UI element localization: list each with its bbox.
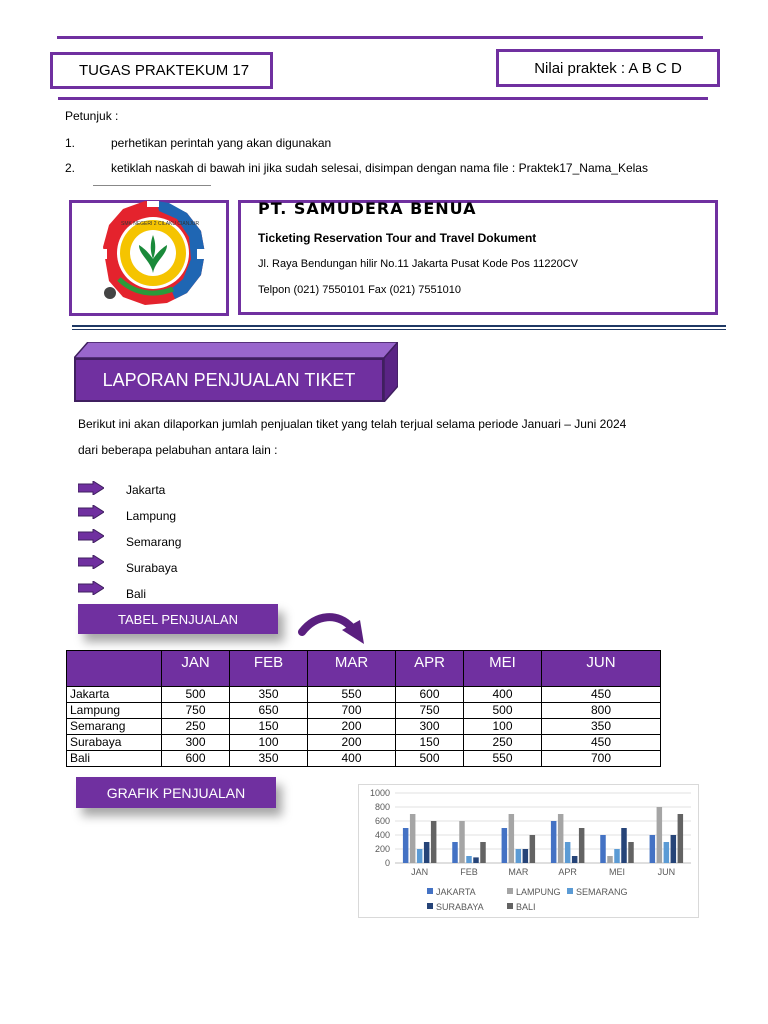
row-label: Lampung (67, 703, 162, 719)
report-banner (74, 342, 398, 402)
row-label: Jakarta (67, 687, 162, 703)
table-cell: 700 (542, 751, 661, 767)
bar (671, 835, 677, 863)
curved-arrow-icon (298, 610, 368, 650)
bar (628, 842, 634, 863)
step-text: perhetikan perintah yang akan digunakan (111, 136, 332, 150)
column-header: APR (396, 651, 464, 687)
table-row (67, 719, 661, 735)
legend-swatch (427, 888, 433, 894)
bar (410, 814, 416, 863)
table-cell: 500 (396, 751, 464, 767)
bar (579, 828, 585, 863)
banner-title: LAPORAN PENJUALAN TIKET (74, 358, 384, 402)
bar (502, 828, 508, 863)
legend-label: JAKARTA (436, 887, 476, 897)
legend-swatch (567, 888, 573, 894)
x-tick-label: MAR (508, 867, 529, 877)
bar (607, 856, 613, 863)
table-cell: 600 (396, 687, 464, 703)
letterhead-double-rule (72, 325, 726, 330)
company-phone: Telpon (021) 7550101 Fax (021) 7551010 (258, 284, 462, 296)
grade-label: Nilai praktek : A B C D (496, 49, 720, 87)
x-tick-label: JUN (657, 867, 676, 877)
bar (650, 835, 656, 863)
company-subtitle: Ticketing Reservation Tour and Travel Dokument (258, 231, 537, 245)
table-cell: 100 (464, 719, 542, 735)
table-corner-cell (67, 651, 162, 687)
y-tick-label: 1000 (369, 788, 390, 798)
column-header: FEB (230, 651, 308, 687)
bar (473, 857, 479, 863)
bar (572, 856, 578, 863)
column-header: MAR (308, 651, 396, 687)
table-row (67, 751, 661, 767)
sales-table (66, 650, 661, 767)
legend-swatch (427, 903, 433, 909)
company-address: Jl. Raya Bendungan hilir No.11 Jakarta Pusat Kode Pos 11220CV (258, 258, 579, 270)
step-number: 1. (65, 136, 76, 150)
table-header-row (67, 651, 661, 687)
bar (600, 835, 606, 863)
arrow-right-icon (78, 581, 104, 595)
x-tick-label: MEI (608, 867, 626, 877)
logo-frame (69, 200, 229, 316)
bar (678, 814, 684, 863)
x-tick-label: JAN (411, 867, 429, 877)
school-logo-icon (93, 201, 213, 311)
bar (621, 828, 627, 863)
x-tick-label: APR (558, 867, 577, 877)
table-cell: 800 (542, 703, 661, 719)
table-cell: 400 (308, 751, 396, 767)
legend-label: BALI (516, 902, 536, 912)
bar (551, 821, 557, 863)
table-cell: 350 (230, 687, 308, 703)
column-header: JUN (542, 651, 661, 687)
row-label: Semarang (67, 719, 162, 735)
table-cell: 700 (308, 703, 396, 719)
column-header: JAN (162, 651, 230, 687)
table-cell: 500 (464, 703, 542, 719)
table-cell: 300 (396, 719, 464, 735)
top-rule (57, 36, 703, 39)
table-cell: 450 (542, 687, 661, 703)
table-cell: 150 (230, 719, 308, 735)
bar (466, 856, 472, 863)
table-cell: 350 (230, 751, 308, 767)
step-text: ketiklah naskah di bawah ini jika sudah selesai, disimpan dengan nama file : Praktek17_Nama_Kelas (111, 161, 648, 175)
table-cell: 650 (230, 703, 308, 719)
bar (516, 849, 522, 863)
list-item: Semarang (126, 535, 182, 549)
table-cell: 200 (308, 719, 396, 735)
row-label: Bali (67, 751, 162, 767)
legend-label: SURABAYA (436, 902, 484, 912)
list-item: Surabaya (126, 561, 178, 575)
assignment-title: TUGAS PRAKTEKUM 17 (50, 52, 273, 89)
bar (657, 807, 663, 863)
legend-swatch (507, 888, 513, 894)
arrow-right-icon (78, 481, 104, 495)
y-tick-label: 400 (374, 830, 390, 840)
y-tick-label: 0 (384, 858, 390, 868)
step-number: 2. (65, 161, 76, 175)
table-cell: 450 (542, 735, 661, 751)
list-item: Jakarta (126, 483, 166, 497)
table-cell: 750 (162, 703, 230, 719)
table-row (67, 687, 661, 703)
logo-top-rule (93, 185, 211, 186)
table-cell: 500 (162, 687, 230, 703)
table-cell: 200 (308, 735, 396, 751)
instructions-heading: Petunjuk : (65, 109, 119, 123)
header-rule (58, 97, 708, 100)
table-cell: 550 (464, 751, 542, 767)
arrow-right-icon (78, 555, 104, 569)
bar (558, 814, 564, 863)
company-name: PT. SAMUDERA BENUA (258, 199, 477, 218)
bar (530, 835, 536, 863)
logo-text: SMK NEGERI 2 CILAKU CIANJUR (121, 221, 200, 227)
intro-line-2: dari beberapa pelabuhan antara lain : (78, 443, 278, 457)
bar (431, 821, 437, 863)
legend-label: SEMARANG (576, 887, 628, 897)
table-cell: 750 (396, 703, 464, 719)
table-cell: 250 (464, 735, 542, 751)
bar (664, 842, 670, 863)
bar (565, 842, 571, 863)
sales-chart (359, 785, 698, 917)
table-row (67, 703, 661, 719)
arrow-right-icon (78, 529, 104, 543)
table-cell: 350 (542, 719, 661, 735)
y-tick-label: 800 (374, 802, 390, 812)
bar (459, 821, 465, 863)
bar (452, 842, 458, 863)
legend-label: LAMPUNG (516, 887, 561, 897)
table-cell: 600 (162, 751, 230, 767)
arrow-right-icon (78, 505, 104, 519)
y-tick-label: 200 (374, 844, 390, 854)
bar (424, 842, 430, 863)
chart-section-label: GRAFIK PENJUALAN (76, 777, 276, 808)
bar (614, 849, 620, 863)
table-section-label: TABEL PENJUALAN (78, 604, 278, 634)
table-cell: 100 (230, 735, 308, 751)
intro-line-1: Berikut ini akan dilaporkan jumlah penjualan tiket yang telah terjual selama periode Januari – Juni 2024 (78, 417, 627, 431)
legend-swatch (507, 903, 513, 909)
table-cell: 550 (308, 687, 396, 703)
list-item: Bali (126, 587, 147, 601)
bar (509, 814, 515, 863)
bar (403, 828, 409, 863)
table-cell: 250 (162, 719, 230, 735)
bar (480, 842, 486, 863)
table-cell: 150 (396, 735, 464, 751)
column-header: MEI (464, 651, 542, 687)
y-tick-label: 600 (374, 816, 390, 826)
sales-chart-frame (358, 784, 699, 918)
table-row (67, 735, 661, 751)
x-tick-label: FEB (460, 867, 478, 877)
table-cell: 400 (464, 687, 542, 703)
row-label: Surabaya (67, 735, 162, 751)
bar (523, 849, 529, 863)
table-cell: 300 (162, 735, 230, 751)
list-item: Lampung (126, 509, 177, 523)
bar (417, 849, 423, 863)
